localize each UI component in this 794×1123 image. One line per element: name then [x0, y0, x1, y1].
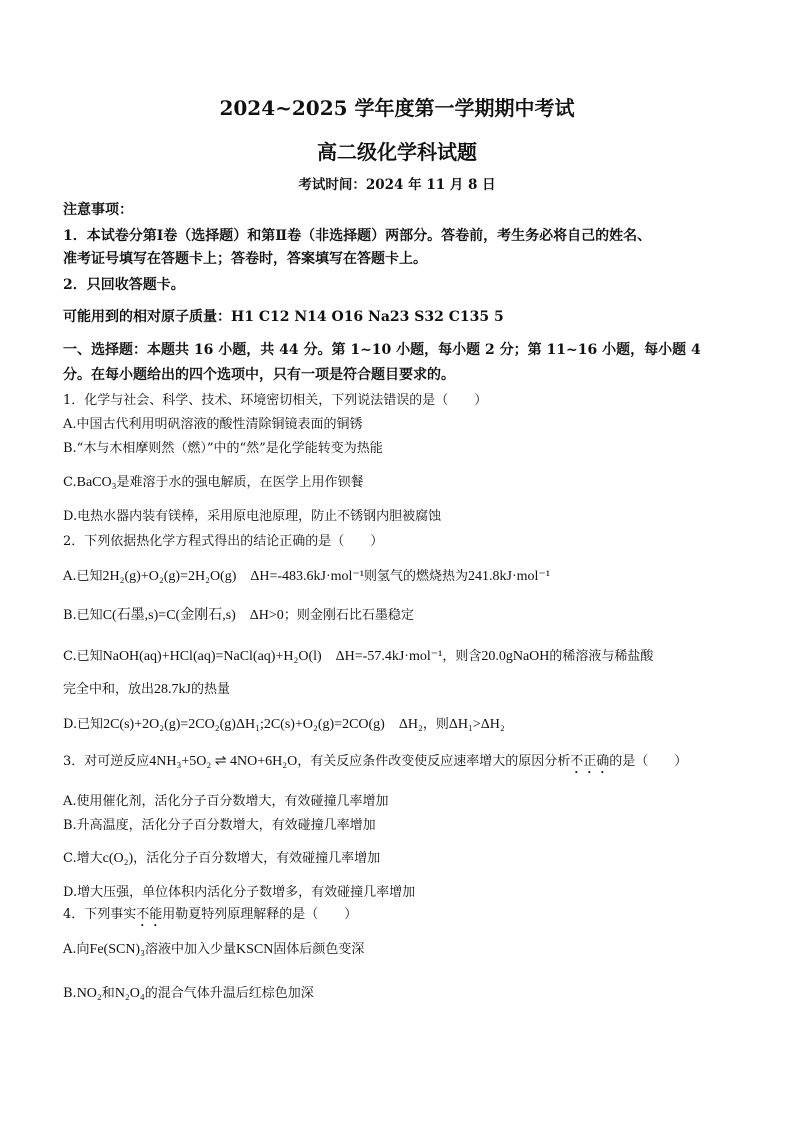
section-instruction-1: 一、选择题：本题共 16 小题，共 44 分。第 1~10 小题，每小题 2 分；第 11~16 小题，每小题 4 — [63, 342, 701, 358]
q4-option-a-text: 溶液中加入少量 — [144, 942, 236, 957]
q3-option-a: A.使用催化剂，活化分子百分数增大，有效碰撞几率增加 — [63, 794, 389, 809]
q3-option-c — [63, 850, 380, 868]
exam-title: 2024~2025 学年度第一学期期中考试 — [219, 96, 575, 120]
q3-stem-text2: ，有关反应条件改变使反应速率增大的原因分析 — [297, 754, 571, 769]
q2-option-c-line2-value: 28.7kJ — [154, 682, 191, 697]
q3-reaction-formula: 4NH₃+5O₂ ⇌ 4NO+6H₂O — [149, 754, 298, 769]
q2-option-c-text: ，则含 — [442, 649, 482, 664]
notice-heading: 注意事项： — [63, 202, 133, 218]
q2-option-a-value: 241.8kJ·mol⁻¹ — [468, 569, 551, 584]
section-instruction-2: 分。在每小题给出的四个选项中，只有一项是符合题目要求的。 — [63, 367, 455, 383]
q2-option-c-line2-text: 完全中和，放出 — [63, 682, 155, 697]
q3-option-d: D.增大压强，单位体积内活化分子数增多，有效碰撞几率增加 — [63, 885, 416, 900]
q3-option-c-text: ，活化分子百分数增大，有效碰撞几率增加 — [133, 851, 381, 866]
q2-option-c-line2-text2: 的热量 — [190, 682, 230, 697]
q2-option-b — [63, 607, 414, 625]
q2-option-b-label: B.已知 — [63, 608, 103, 623]
q2-option-a-label: A.已知 — [63, 569, 103, 584]
q4-option-a-label: A.向 — [63, 942, 90, 957]
q2-option-b-formula: C(石墨,s)=C(金刚石,s) ΔH>0 — [102, 608, 284, 623]
q3-option-c-formula: c(O₂) — [102, 851, 134, 866]
q2-option-c — [63, 648, 653, 666]
q3-option-c-label: C.增大 — [63, 851, 103, 866]
notice-item-2: 2．只回收答题卡。 — [63, 277, 185, 293]
q2-stem: 2．下列依据热化学方程式得出的结论正确的是（ ） — [63, 534, 384, 549]
q4-option-b — [63, 985, 314, 1003]
q1-option-c-text: 是难溶于水的强电解质，在医学上用作钡餐 — [116, 475, 364, 490]
q2-option-c-line2 — [63, 681, 230, 699]
q2-option-a-formula: 2H₂(g)+O₂(g)=2H₂O(g) ΔH=-483.6kJ·mol⁻¹ — [102, 569, 365, 584]
q1-option-c-formula: BaCO₃ — [76, 475, 117, 490]
q4-option-b-label: B. — [63, 986, 77, 1001]
q2-option-d-label: D.已知 — [63, 717, 104, 732]
q4-option-a-text2: 固体后颜色变深 — [273, 942, 365, 957]
atomic-masses: 可能用到的相对原子质量：H1 C12 N14 O16 Na23 S32 C135 5 — [63, 309, 504, 325]
q2-option-b-text: ；则金刚石比石墨稳定 — [283, 608, 414, 623]
q2-option-d-text: ，则 — [422, 717, 449, 732]
q4-stem — [63, 906, 357, 930]
q1-option-b: B.“木与木相摩则然（燃）”中的“然”是化学能转变为热能 — [63, 441, 383, 456]
exam-subtitle: 高二级化学科试题 — [317, 140, 477, 164]
q4-option-b-text: 和 — [101, 986, 115, 1001]
q2-option-a — [63, 568, 550, 586]
notice-item-1a: 1．本试卷分第Ⅰ卷（选择题）和第Ⅱ卷（非选择题）两部分。答卷前，考生务必将自己的姓名、 — [63, 228, 652, 244]
q3-stem-text: 3．对可逆反应 — [63, 754, 150, 769]
q2-option-c-value: 20.0gNaOH — [481, 649, 550, 664]
q2-option-c-label: C.已知 — [63, 649, 103, 664]
q3-stem — [63, 753, 687, 777]
exam-time: 考试时间：2024 年 11 月 8 日 — [298, 177, 496, 193]
q1-stem: 1．化学与社会、科学、技术、环境密切相关，下列说法错误的是（ ） — [63, 393, 488, 408]
q4-option-b-text2: 的混合气体升温后红棕色加深 — [144, 986, 314, 1001]
q3-emphasis: 不正确 — [570, 754, 610, 769]
q4-option-a-formula2: KSCN — [236, 942, 274, 957]
q2-option-a-text: 则氢气的燃烧热为 — [364, 569, 469, 584]
q2-option-c-text2: 的稀溶液与稀盐酸 — [549, 649, 654, 664]
q1-option-d: D.电热水器内装有镁棒，采用原电池原理，防止不锈钢内胆被腐蚀 — [63, 509, 442, 524]
q3-option-b: B.升高温度，活化分子百分数增大，有效碰撞几率增加 — [63, 818, 376, 833]
q2-option-d — [63, 716, 505, 734]
q2-option-d-formula: 2C(s)+2O₂(g)=2CO₂(g)ΔH₁;2C(s)+O₂(g)=2CO(g) ΔH₂ — [103, 717, 423, 732]
q4-option-a-formula: Fe(SCN)₃ — [89, 942, 145, 957]
q3-stem-text3: 的是（ ） — [609, 754, 688, 769]
q4-option-b-formula: NO₂ — [76, 986, 102, 1001]
q2-option-c-formula: NaOH(aq)+HCl(aq)=NaCl(aq)+H₂O(l) ΔH=-57.4kJ·mol⁻¹ — [102, 649, 443, 664]
q1-option-c-label: C. — [63, 475, 77, 490]
notice-item-1b: 准考证号填写在答题卡上；答卷时，答案填写在答题卡上。 — [63, 251, 427, 267]
q4-option-a — [63, 941, 364, 959]
q1-option-a: A.中国古代利用明矾溶液的酸性清除铜镜表面的铜锈 — [63, 417, 363, 432]
q4-option-b-formula2: N₂O₄ — [114, 986, 145, 1001]
q4-stem-text: 4．下列事实 — [63, 907, 137, 922]
q4-stem-text2: 用勒夏特列原理解释的是（ ） — [162, 907, 358, 922]
q2-option-d-result: ΔH₁>ΔH₂ — [448, 717, 505, 732]
q1-option-c — [63, 474, 364, 492]
q4-emphasis: 不能 — [136, 907, 163, 922]
